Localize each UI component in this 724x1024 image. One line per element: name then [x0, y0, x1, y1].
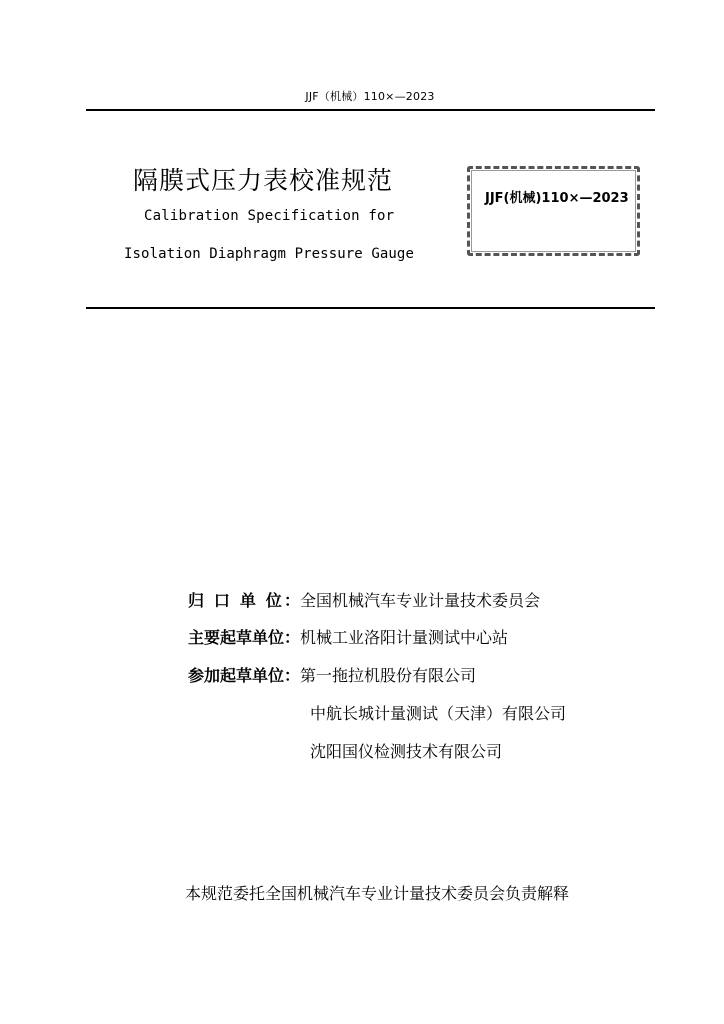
title-chinese: 隔膜式压力表校准规范 [133, 166, 394, 195]
document-code-box-text: JJF(机械)110×—2023 [485, 191, 629, 206]
document-code-box [467, 166, 640, 256]
participating-unit-label: 参加起草单位： [188, 666, 301, 685]
participating-unit-value-1: 第一拖拉机股份有限公司 [300, 666, 477, 685]
responsible-unit-row [188, 590, 540, 612]
header-divider [86, 109, 655, 111]
header-document-code: JJF（机械）110×—2023 [305, 90, 435, 103]
title-english-line-1: Calibration Specification for [144, 208, 395, 224]
main-drafting-unit-label: 主要起草单位： [188, 628, 301, 647]
responsible-unit-label: 归 口 单 位： [188, 591, 300, 610]
participating-unit-value-3: 沈阳国仪检测技术有限公司 [310, 742, 503, 761]
title-divider [86, 307, 655, 309]
participating-unit-value-2: 中航长城计量测试（天津）有限公司 [310, 704, 567, 723]
title-english-line-2: Isolation Diaphragm Pressure Gauge [124, 246, 414, 262]
responsible-unit-value: 全国机械汽车专业计量技术委员会 [300, 591, 541, 610]
interpretation-note: 本规范委托全国机械汽车专业计量技术委员会负责解释 [185, 884, 570, 903]
main-drafting-unit-row [188, 627, 508, 649]
main-drafting-unit-value: 机械工业洛阳计量测试中心站 [300, 628, 509, 647]
participating-unit-row [188, 665, 476, 687]
